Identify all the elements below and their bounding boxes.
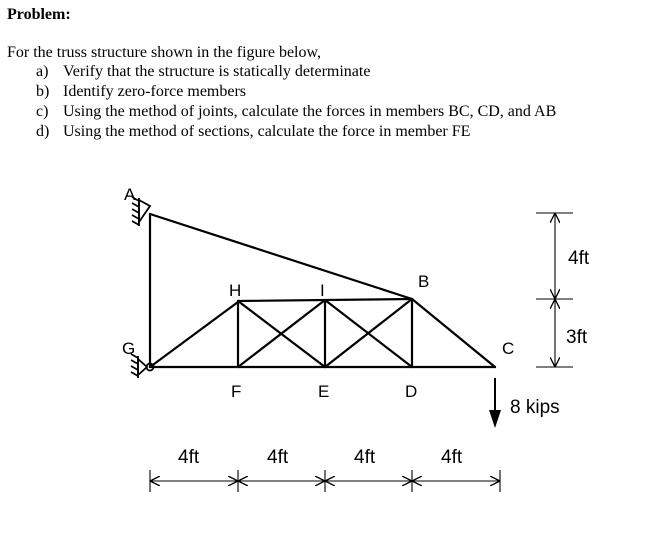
problem-intro: For the truss structure shown in the figure below, [7, 44, 322, 61]
dim-label-lower: 3ft [566, 327, 588, 348]
item-text: Identify zero-force members [63, 83, 247, 100]
node-label-I: I [320, 281, 325, 300]
dim-label-upper: 4ft [568, 248, 590, 269]
node-label-F: F [231, 382, 242, 401]
node-label-A: A [124, 185, 136, 204]
dim-label-span3: 4ft [354, 447, 376, 468]
dim-label-span2: 4ft [267, 447, 289, 468]
member-BC [412, 299, 495, 367]
horizontal-dimensions [150, 470, 500, 492]
item-text: Verify that the structure is statically determinate [63, 63, 371, 80]
load-label: 8 kips [510, 397, 560, 418]
item-letter: b) [36, 83, 50, 100]
item-text: Using the method of joints, calculate the forces in members BC, CD, and AB [63, 103, 557, 120]
dim-label-span4: 4ft [441, 447, 463, 468]
problem-heading: Problem: [7, 6, 71, 23]
member-AB [150, 214, 412, 299]
load-arrow [489, 378, 501, 428]
node-label-H: H [229, 281, 242, 300]
node-label-E: E [318, 382, 330, 401]
item-text: Using the method of sections, calculate the force in member FE [63, 123, 471, 140]
dim-label-span1: 4ft [178, 447, 200, 468]
member-GH [150, 302, 238, 367]
item-letter: d) [36, 123, 50, 140]
item-letter: a) [36, 63, 49, 80]
node-label-G: G [122, 339, 136, 358]
item-letter: c) [36, 103, 49, 120]
node-label-B: B [418, 272, 430, 291]
node-label-D: D [405, 382, 418, 401]
node-label-C: C [502, 339, 515, 358]
